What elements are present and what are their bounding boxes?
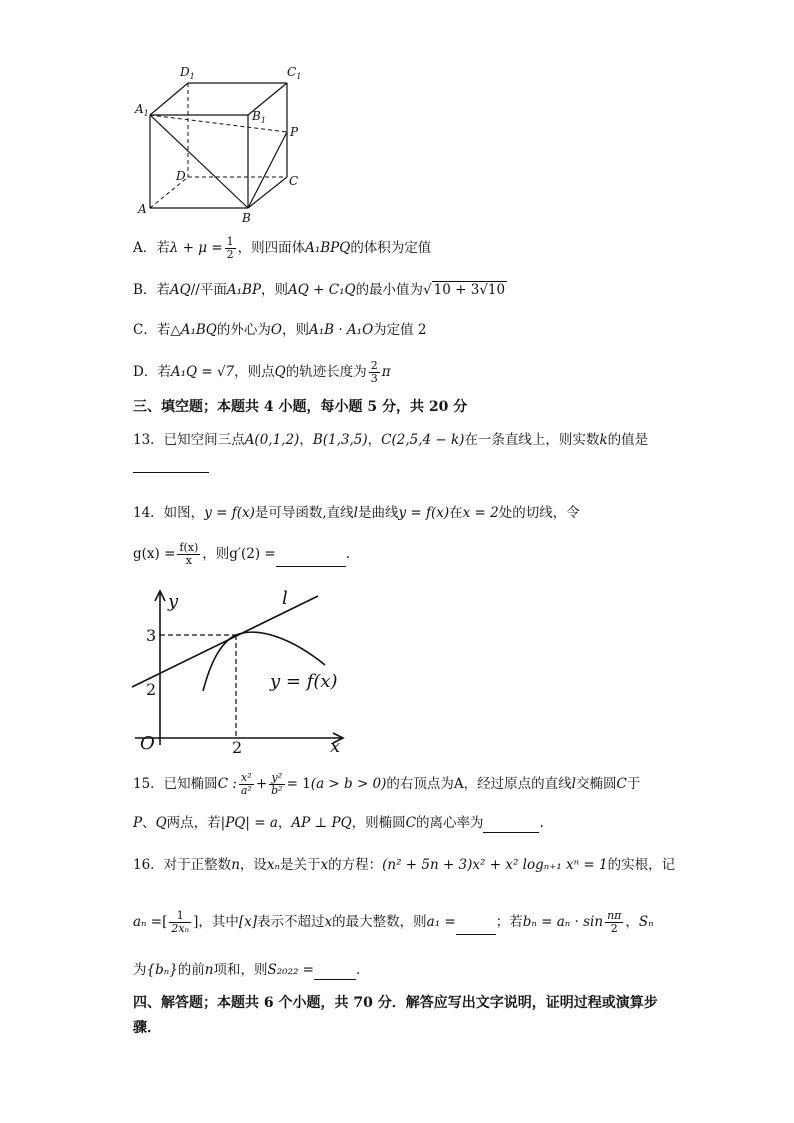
question-14-line-2: g(x) = $\frac{f(x)}{x}$ ，则g′(2) = . bbox=[133, 541, 350, 567]
line-l-label: l bbox=[282, 588, 288, 609]
label-b: B bbox=[242, 211, 251, 225]
cube-figure bbox=[130, 60, 310, 225]
function-graph bbox=[130, 585, 355, 755]
label-p: P bbox=[290, 125, 299, 139]
option-b: B．若AQ//平面A₁BP，则AQ + C₁Q的最小值为√ 10 + 3√10 bbox=[133, 282, 506, 298]
edge-b-c bbox=[248, 177, 287, 208]
q16-a1-blank[interactable] bbox=[456, 934, 496, 935]
fraction-x2-a2: $\frac{\text{x²}}{\text{a²}}$ bbox=[240, 771, 252, 797]
curve-label: y = f(x) bbox=[270, 671, 338, 692]
q15-answer-blank[interactable] bbox=[483, 832, 539, 833]
fraction-npi-over-2: $\frac{n\pi}{2}$ bbox=[607, 909, 622, 935]
x-axis-label: x bbox=[330, 736, 341, 755]
option-a: A．若λ + μ = $\frac{1}{2}$ ，则四面体A₁BPQ的体积为定值 bbox=[133, 235, 432, 261]
q13-answer-blank[interactable] bbox=[133, 472, 209, 473]
label-d: D bbox=[176, 169, 186, 183]
q16-sum-blank[interactable] bbox=[314, 979, 356, 980]
fraction-one-half: $\frac{1}{2}$ bbox=[226, 235, 234, 261]
section-4-title: 四、解答题；本题共 6 个小题，共 70 分．解答应写出文字说明，证明过程或演算步 bbox=[133, 995, 658, 1011]
label-c: C bbox=[289, 174, 299, 188]
section-4-title-cont: 骤． bbox=[133, 1020, 161, 1036]
label-d1: $D_1$ bbox=[180, 65, 195, 81]
question-15: 15．已知椭圆C : $\frac{\text{x²}}{\text{a²}}$ + $\frac{\text{y²}}{\text{b²}}$ = 1(a > b > 0)的右顶点为A，经过原点的直线l交椭圆C于 bbox=[133, 771, 641, 797]
option-c: C．若△A₁BQ的外心为O，则A₁B · A₁O为定值 2 bbox=[133, 322, 427, 338]
segment-b-p bbox=[248, 132, 287, 208]
tick-2-x: 2 bbox=[232, 738, 243, 755]
question-16: 16．对于正整数n，设xₙ是关于x的方程：(n² + 5n + 3)x² + x² logₙ₊₁ xⁿ = 1的实根，记 bbox=[133, 857, 676, 873]
segment-a1-p bbox=[150, 115, 287, 132]
question-14: 14．如图，y = f(x)是可导函数,直线l是曲线y = f(x)在x = 2处的切线，令 bbox=[133, 505, 580, 521]
label-c1: $C_1$ bbox=[287, 65, 302, 81]
question-13: 13．已知空间三点A(0,1,2)，B(1,3,5)，C(2,5,4 − k)在一条直线上，则实数k的值是 bbox=[133, 432, 649, 448]
segment-a1-b bbox=[150, 115, 248, 208]
fraction-fx-over-x: $\frac{f(x)}{x}$ bbox=[179, 541, 199, 567]
section-3-title: 三、填空题；本题共 4 小题，每小题 5 分，共 20 分 bbox=[133, 399, 468, 415]
label-a1: $A_1$ bbox=[135, 102, 149, 118]
q14-answer-blank[interactable] bbox=[276, 566, 346, 567]
origin-label: O bbox=[140, 733, 155, 754]
fraction-1-over-2xn: $\frac{1}{\text{2xₙ}}$ bbox=[171, 909, 190, 935]
fraction-two-thirds: $\frac{2}{3}$ bbox=[370, 359, 378, 385]
edge-a1-d1 bbox=[150, 83, 188, 115]
tick-2-y: 2 bbox=[146, 680, 157, 699]
label-a: A bbox=[138, 202, 147, 216]
question-16-line-2: aₙ =[ $\frac{1}{\text{2xₙ}}$ ]，其中[x]表示不超过x的最大整数，则a₁ = ；若bₙ = aₙ · sin $\frac{n\pi}{2}$ ，Sₙ bbox=[133, 909, 654, 935]
question-16-line-3: 为{bₙ}的前n项和，则S₂₀₂₂ = . bbox=[133, 962, 361, 978]
tick-3: 3 bbox=[146, 626, 157, 645]
fraction-y2-b2: $\frac{\text{y²}}{\text{b²}}$ bbox=[271, 771, 283, 797]
question-15-line-2: P、Q两点，若|PQ| = a，AP ⊥ PQ，则椭圆C的离心率为 . bbox=[133, 815, 544, 831]
y-axis-label: y bbox=[168, 591, 179, 612]
option-d: D．若A₁Q = √7，则点Q的轨迹长度为 $\frac{2}{3}$ π bbox=[133, 359, 391, 385]
label-b1: $B_1$ bbox=[252, 109, 266, 125]
